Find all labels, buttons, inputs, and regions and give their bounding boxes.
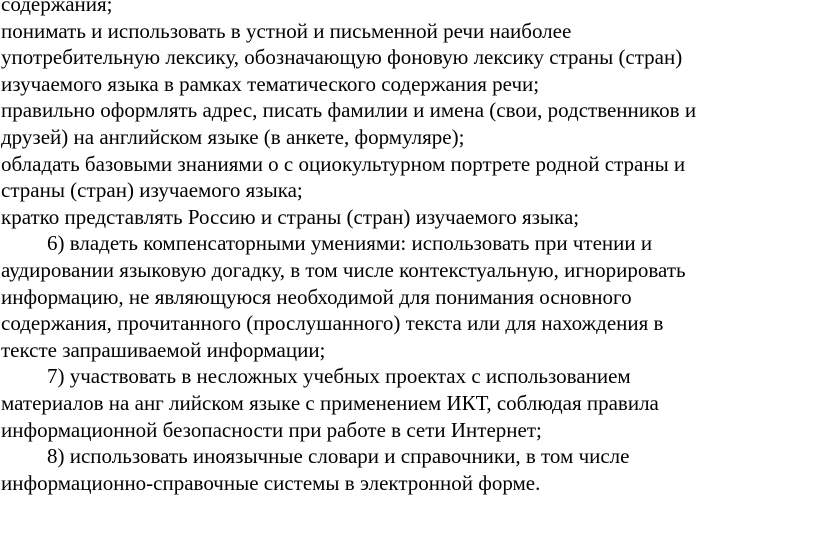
text-line: информационно-справочные системы в электронной форме. xyxy=(1,470,541,495)
text-line-indented: 7) участвовать в несложных учебных проектах с использованием xyxy=(47,364,631,389)
text-line: страны (стран) изучаемого языка; xyxy=(1,178,303,203)
text-line: тексте запрашиваемой информации; xyxy=(1,337,326,362)
text-line-indented: 8) использовать иноязычные словари и справочники, в том числе xyxy=(47,444,630,469)
text-line: понимать и использовать в устной и письменной речи наиболее xyxy=(1,18,572,43)
text-line: употребительную лексику, обозначающую фоновую лексику страны (стран) xyxy=(1,45,683,70)
text-line: правильно оформлять адрес, писать фамилии и имена (свои, родственников и xyxy=(1,98,697,123)
text-line: информацию, не являющуюся необходимой для понимания основного xyxy=(1,284,632,309)
text-line: материалов на анг лийском языке с применением ИКТ, соблюдая правила xyxy=(1,390,659,415)
text-line-indented: 6) владеть компенсаторными умениями: использовать при чтении и xyxy=(47,231,653,256)
text-line: обладать базовыми знаниями о с оциокультурном портрете родной страны и xyxy=(1,151,686,176)
text-line: содержания, прочитанного (прослушанного) текста или для нахождения в xyxy=(1,311,664,336)
text-line: кратко представлять Россию и страны (стран) изучаемого языка; xyxy=(1,204,580,229)
text-line: изучаемого языка в рамках тематического содержания речи; xyxy=(1,71,540,96)
text-line: содержания; xyxy=(1,0,113,16)
text-line: друзей) на английском языке (в анкете, формуляре); xyxy=(1,124,465,149)
text-line: информационной безопасности при работе в сети Интернет; xyxy=(1,417,542,442)
text-line: аудировании языковую догадку, в том числе контекстуальную, игнорировать xyxy=(1,257,686,282)
